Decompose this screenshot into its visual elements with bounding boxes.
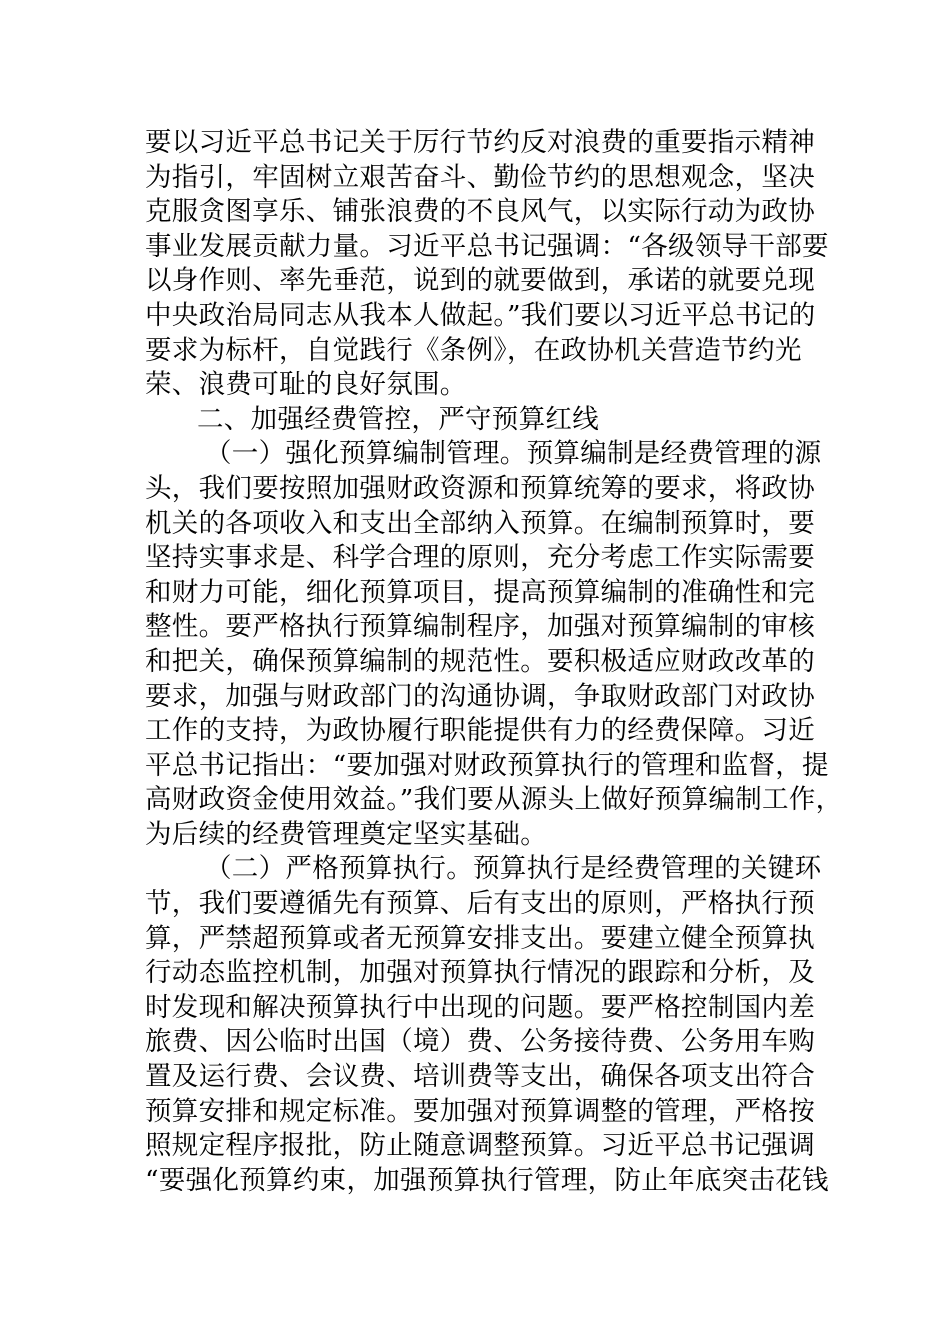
- text-line: 头，我们要按照加强财政资源和预算统筹的要求，将政协: [145, 472, 815, 504]
- text-line: 预算安排和规定标准。要加强对预算调整的管理，严格按: [145, 1095, 815, 1127]
- text-line: 为指引，牢固树立艰苦奋斗、勤俭节约的思想观念，坚决: [145, 161, 815, 193]
- text-line: 为后续的经费管理奠定坚实基础。: [145, 818, 547, 850]
- text-line: 行动态监控机制，加强对预算执行情况的跟踪和分析，及: [145, 957, 815, 989]
- document-body: [145, 126, 843, 1198]
- text-line: 中央政治局同志从我本人做起。”我们要以习近平总书记的: [145, 299, 816, 331]
- text-line: 要以习近平总书记关于厉行节约反对浪费的重要指示精神: [145, 127, 815, 158]
- text-line: 工作的支持，为政协履行职能提供有力的经费保障。习近: [145, 715, 815, 747]
- text-line: 整性。要严格执行预算编制程序，加强对预算编制的审核: [145, 611, 815, 643]
- subsection-first-line: （一）强化预算编制管理。预算编制是经费管理的源: [205, 438, 822, 470]
- text-line: 和财力可能，细化预算项目，提高预算编制的准确性和完: [145, 576, 815, 608]
- section-heading: 二、加强经费管控，严守预算红线: [197, 403, 599, 435]
- text-line: 以身作则、率先垂范，说到的就要做到，承诺的就要兑现: [145, 265, 815, 297]
- text-line: 算，严禁超预算或者无预算安排支出。要建立健全预算执: [145, 922, 815, 954]
- text-line: 高财政资金使用效益。”我们要从源头上做好预算编制工作，: [145, 784, 843, 816]
- text-line: 要求为标杆，自觉践行《条例》，在政协机关营造节约光: [145, 334, 802, 366]
- text-line: 坚持实事求是、科学合理的原则，充分考虑工作实际需要: [145, 542, 815, 574]
- text-line: “要强化预算约束，加强预算执行管理，防止年底突击花钱: [145, 1164, 829, 1196]
- text-line: 旅费、因公临时出国（境）费、公务接待费、公务用车购: [145, 1026, 815, 1058]
- text-line: 时发现和解决预算执行中出现的问题。要严格控制国内差: [145, 991, 815, 1023]
- text-line: 荣、浪费可耻的良好氛围。: [145, 369, 467, 401]
- subsection-first-line: （二）严格预算执行。预算执行是经费管理的关键环: [205, 853, 822, 885]
- text-line: 置及运行费、会议费、培训费等支出，确保各项支出符合: [145, 1061, 815, 1093]
- text-line: 要求，加强与财政部门的沟通协调，争取财政部门对政协: [145, 680, 815, 712]
- text-line: 克服贪图享乐、铺张浪费的不良风气，以实际行动为政协: [145, 196, 815, 228]
- text-line: 机关的各项收入和支出全部纳入预算。在编制预算时，要: [145, 507, 815, 539]
- text-line: 照规定程序报批，防止随意调整预算。习近平总书记强调: [145, 1130, 815, 1162]
- text-line: 平总书记指出：“要加强对财政预算执行的管理和监督，提: [145, 749, 829, 781]
- text-line: 和把关，确保预算编制的规范性。要积极适应财政改革的: [145, 645, 815, 677]
- text-line: 事业发展贡献力量。习近平总书记强调：“各级领导干部要: [145, 230, 829, 262]
- text-line: 节，我们要遵循先有预算、后有支出的原则，严格执行预: [145, 888, 815, 920]
